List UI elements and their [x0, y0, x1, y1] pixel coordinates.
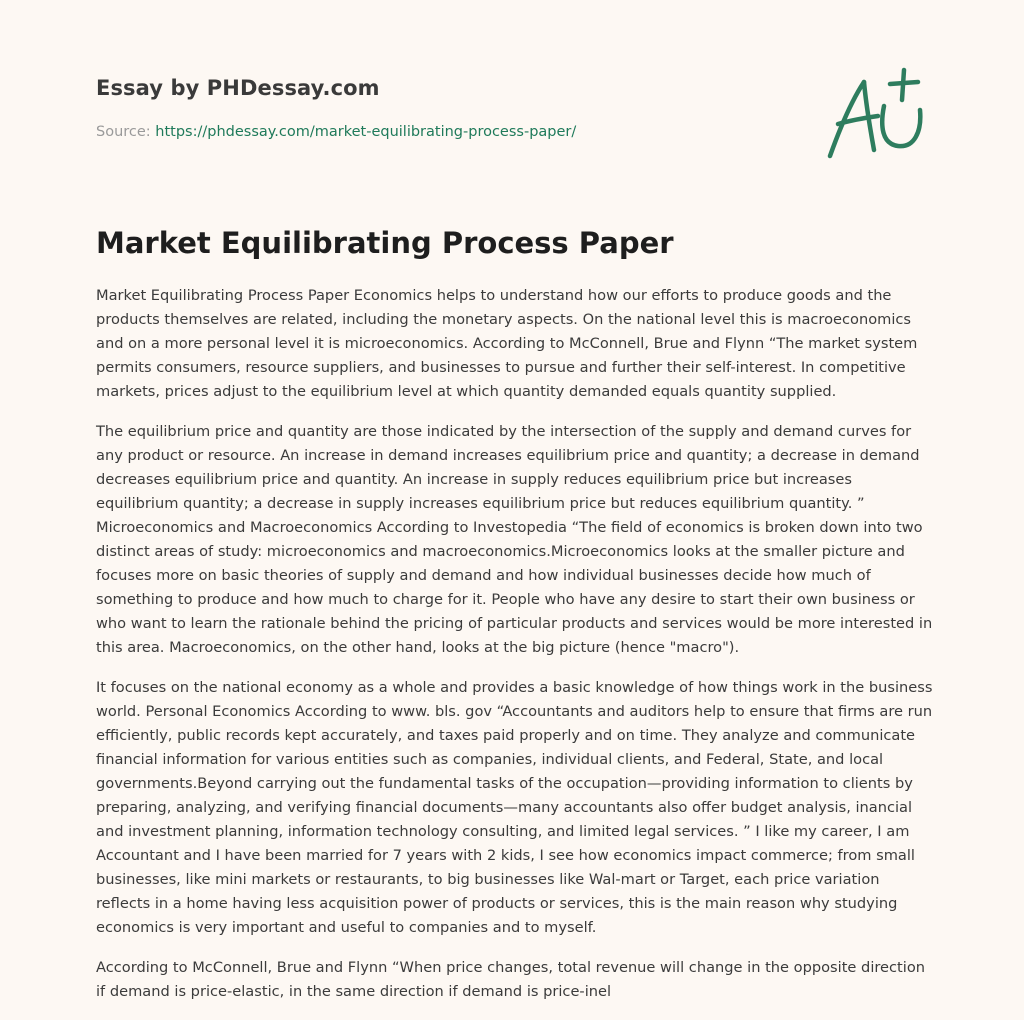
essay-body [96, 284, 936, 1020]
essay-paragraph: Market Equilibrating Process Paper Economics helps to understand how our efforts to produce goods and the products themselves are related, including the monetary aspects. On the national level this is macroeconomics and on a more personal level it is microeconomics. According to McConnell, Brue and Flynn “The market system permits consumers, resource suppliers, and businesses to pursue and further their self-interest. In competitive markets, prices adjust to the equilibrium level at which quantity demanded equals quantity supplied. [96, 287, 918, 400]
source-label: Source: [96, 124, 151, 140]
essay-title: Market Equilibrating Process Paper [96, 226, 674, 260]
essay-paragraph: The equilibrium price and quantity are those indicated by the intersection of the supply and demand curves for any product or resource. An increase in demand increases equilibrium price and quantity; a decrease in demand decreases equilibrium price and quantity. An increase in supply reduces equilibrium price but increases equilibrium quantity; a decrease in supply increases equilibrium price but reduces equilibrium quantity. ” Microeconomics and Macroeconomics According to Investopedia “The field of economics is broken down into two distinct areas of study: microeconomics and macroeconomics.Microeconomics looks at the smaller picture and focuses more on basic theories of supply and demand and how individual businesses decide how much of something to produce and how much to charge for it. People who have any desire to start their own business or who want to learn the rationale behind the pricing of particular products and services would be more interested in this area. Macroeconomics, on the other hand, looks at the big picture (hence "macro"). [96, 423, 933, 656]
site-brand: Essay by PHDessay.com [96, 76, 380, 100]
source-line [96, 124, 576, 140]
essay-paragraph: According to McConnell, Brue and Flynn “When price changes, total revenue will change in the opposite direction if demand is price-elastic, in the same direction if demand is price-inel [96, 959, 926, 1000]
essay-paragraph: It focuses on the national economy as a whole and provides a basic knowledge of how things work in the business world. Personal Economics According to www. bls. gov “Accountants and auditors help to ensure that firms are run efficiently, public records kept accurately, and taxes paid properly and on time. They analyze and communicate financial information for various entities such as companies, individual clients, and Federal, State, and local governments.Beyond carrying out the fundamental tasks of the occupation—providing information to clients by preparing, analyzing, and verifying financial documents—many accountants also offer budget analysis, inancial and investment planning, information technology consulting, and limited legal services. ” I like my career, I am Accountant and I have been married for 7 years with 2 kids, I see how economics impact commerce; from small businesses, like mini markets or restaurants, to big businesses like Wal-mart or Target, each price variation reflects in a home having less acquisition power of products or services, this is the main reason why studying economics is very important and useful to companies and to myself. [96, 679, 933, 936]
source-link[interactable]: https://phdessay.com/market-equilibrating-process-paper/ [155, 124, 577, 140]
a-plus-grade-logo-icon [818, 66, 930, 166]
